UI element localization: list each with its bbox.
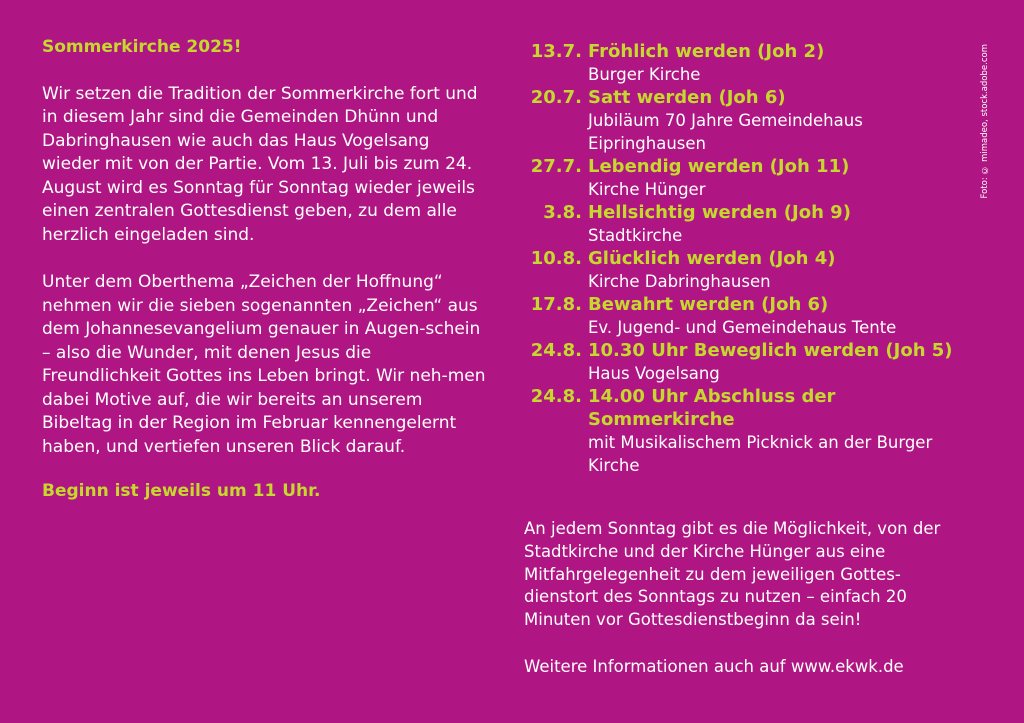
schedule-item [524,201,964,247]
event-place: Haus Vogelsang [588,364,720,383]
event-place: Kirche Dabringhausen [588,272,771,291]
event-date: 24.8. [530,386,582,407]
schedule-item [524,155,964,201]
event-title: 14.00 Uhr Abschluss der Sommerkirche [588,386,836,430]
schedule-item [524,293,964,339]
event-place: Burger Kirche [588,65,701,84]
ride-share-note: An jedem Sonntag gibt es die Möglichkeit, von der Stadtkirche und der Kirche Hünger aus eine Mitfahrgelegenheit zu dem jeweiligen Gottes-dienstort des Sonntags zu nutzen – einfach 20 Minuten vor Gottesdienstbeginn da sein! [524,519,941,630]
theme-paragraph: Unter dem Oberthema „Zeichen der Hoffnung“ nehmen wir die sieben sogenannten „Zeichen“ aus dem Johannesevangelium genauer in Augen-schein – also die Wunder, mit denen Jesus die Freundlichkeit Gottes ins Leben bringt. Wir neh-men dabei Motive auf, die wir bereits an unserem Bibeltag in der Region im Februar kennengelernt haben, und vertiefen unseren Blick darauf. [42,272,486,457]
page-title: Sommerkirche 2025! [42,37,242,57]
schedule-item [524,339,964,385]
schedule-item [524,40,964,86]
event-date: 17.8. [530,294,582,315]
event-title: Fröhlich werden (Joh 2) [588,41,825,62]
event-title: 10.30 Uhr Beweglich werden (Joh 5) [588,340,953,361]
event-place: Kirche Hünger [588,180,706,199]
start-time-note: Beginn ist jeweils um 11 Uhr. [42,481,321,501]
photo-credit: Foto: © mimadeo, stock.adobe.com [980,44,990,199]
event-place: Stadtkirche [588,226,683,245]
event-date: 13.7. [530,41,582,62]
event-place: Jubiläum 70 Jahre Gemeindehaus Eipringhausen [588,111,863,153]
event-place: mit Musikalischem Picknick an der Burger Kirche [588,433,933,475]
event-title: Satt werden (Joh 6) [588,87,786,108]
event-date: 3.8. [543,202,582,223]
intro-column [42,36,492,527]
event-title: Hellsichtig werden (Joh 9) [588,202,851,223]
event-date: 27.7. [530,156,582,177]
info-block [524,518,964,679]
schedule-list [524,40,964,477]
schedule-item [524,247,964,293]
event-place: Ev. Jugend- und Gemeindehaus Tente [588,318,897,337]
event-date: 10.8. [530,248,582,269]
schedule-item [524,86,964,155]
schedule-item [524,385,964,477]
event-title: Glücklich werden (Joh 4) [588,248,836,269]
event-date: 24.8. [530,340,582,361]
event-title: Bewahrt werden (Joh 6) [588,294,829,315]
intro-paragraph: Wir setzen die Tradition der Sommerkirche fort und in diesem Jahr sind die Gemeinden Dhünn und Dabringhausen wie auch das Haus Vogelsang wieder mit von der Partie. Vom 13. Juli bis zum 24. August wird es Sonntag für Sonntag wieder jeweils einen zentralen Gottesdienst geben, zu dem alle herzlich eingeladen sind. [42,83,478,245]
website-info: Weitere Informationen auch auf www.ekwk.de [524,656,904,676]
event-title: Lebendig werden (Joh 11) [588,156,850,177]
event-date: 20.7. [530,87,582,108]
